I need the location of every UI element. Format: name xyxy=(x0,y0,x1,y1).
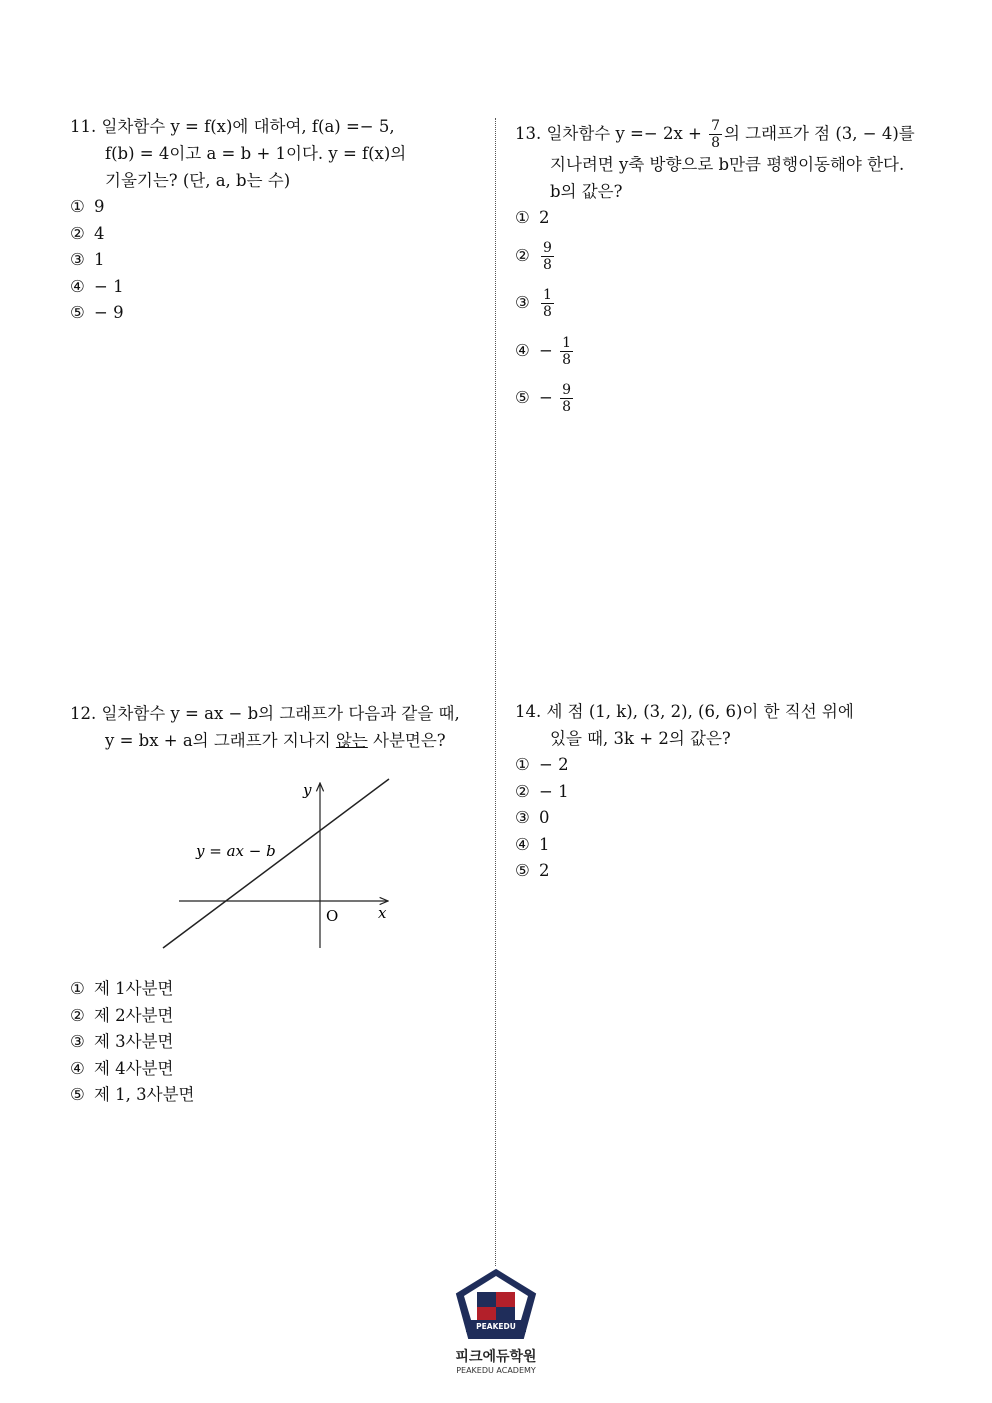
q11-line-3: 기울기는? (단, a, b는 수) xyxy=(105,171,291,190)
badge-text: PEAKEDU xyxy=(476,1322,516,1331)
q14-option-5[interactable]: ⑤ 2 xyxy=(515,861,550,881)
x-axis-label: x xyxy=(378,904,387,922)
question-12 xyxy=(70,700,460,754)
line-label: y = ax − b xyxy=(196,842,276,860)
q13-line-1: 13. 일차함수 y =− 2x + $\frac{7}{8}$ 의 그래프가 점 (3, − 4)를 xyxy=(515,118,915,151)
q11-option-4[interactable]: ④ − 1 xyxy=(70,276,124,296)
q11-option-2[interactable]: ② 4 xyxy=(70,223,105,243)
question-14 xyxy=(515,698,854,885)
academy-name-kr: 피크에듀학원 xyxy=(455,1349,537,1365)
q11-line-2: f(b) = 4이고 a = b + 1이다. y = f(x)의 xyxy=(105,144,407,163)
q14-option-1[interactable]: ① − 2 xyxy=(515,755,569,774)
linear-graph xyxy=(160,775,400,955)
q13-option-1[interactable]: ① 2 xyxy=(515,208,550,227)
academy-logo xyxy=(455,1268,537,1375)
q12-line-1: 12. 일차함수 y = ax − b의 그래프가 다음과 같을 때, xyxy=(70,704,460,723)
q11-line-1: 11. 일차함수 y = f(x)에 대하여, f(a) =− 5, xyxy=(70,117,395,136)
q12-option-5[interactable]: ⑤ 제 1, 3사분면 xyxy=(70,1085,195,1105)
q14-option-3[interactable]: ③ 0 xyxy=(515,808,550,828)
q14-option-4[interactable]: ④ 1 xyxy=(515,834,550,854)
q14-line-2: 있을 때, 3k + 2의 값은? xyxy=(550,729,731,748)
column-divider xyxy=(495,118,496,1266)
q11-option-1[interactable]: ① 9 xyxy=(70,197,105,216)
academy-name-en: PEAKEDU ACADEMY xyxy=(456,1366,536,1375)
q14-option-2[interactable]: ② − 1 xyxy=(515,781,569,801)
origin-label: O xyxy=(326,907,339,925)
q12-option-3[interactable]: ③ 제 3사분면 xyxy=(70,1032,174,1052)
q13-option-5[interactable]: ⑤ − $\frac{9}{8}$ xyxy=(515,382,571,416)
q13-line-3: b의 값은? xyxy=(550,182,623,201)
q13-option-2[interactable]: ② $\frac{9}{8}$ xyxy=(515,239,552,273)
question-13 xyxy=(515,118,915,422)
q12-option-4[interactable]: ④ 제 4사분면 xyxy=(70,1058,174,1078)
q12-option-2[interactable]: ② 제 2사분면 xyxy=(70,1005,174,1025)
q13-line-2: 지나려면 y축 방향으로 b만큼 평행이동해야 한다. xyxy=(550,155,905,174)
q12-line-2: y = bx + a의 그래프가 지나지 않는 사분면은? xyxy=(105,731,446,750)
q13-option-3[interactable]: ③ $\frac{1}{8}$ xyxy=(515,287,552,321)
q11-option-5[interactable]: ⑤ − 9 xyxy=(70,303,124,323)
graph-line xyxy=(163,779,389,948)
underlined-word: 않는 xyxy=(335,731,368,750)
q12-options xyxy=(70,976,195,1109)
question-11 xyxy=(70,113,406,327)
q14-line-1: 14. 세 점 (1, k), (3, 2), (6, 6)이 한 직선 위에 xyxy=(515,702,854,721)
q13-option-4[interactable]: ④ − $\frac{1}{8}$ xyxy=(515,334,571,368)
q12-option-1[interactable]: ① 제 1사분면 xyxy=(70,979,174,998)
y-axis-label: y xyxy=(303,781,312,799)
q13-fraction: $\frac{7}{8}$ xyxy=(711,118,720,151)
pentagon-badge-icon xyxy=(455,1268,537,1340)
q11-option-3[interactable]: ③ 1 xyxy=(70,250,105,270)
